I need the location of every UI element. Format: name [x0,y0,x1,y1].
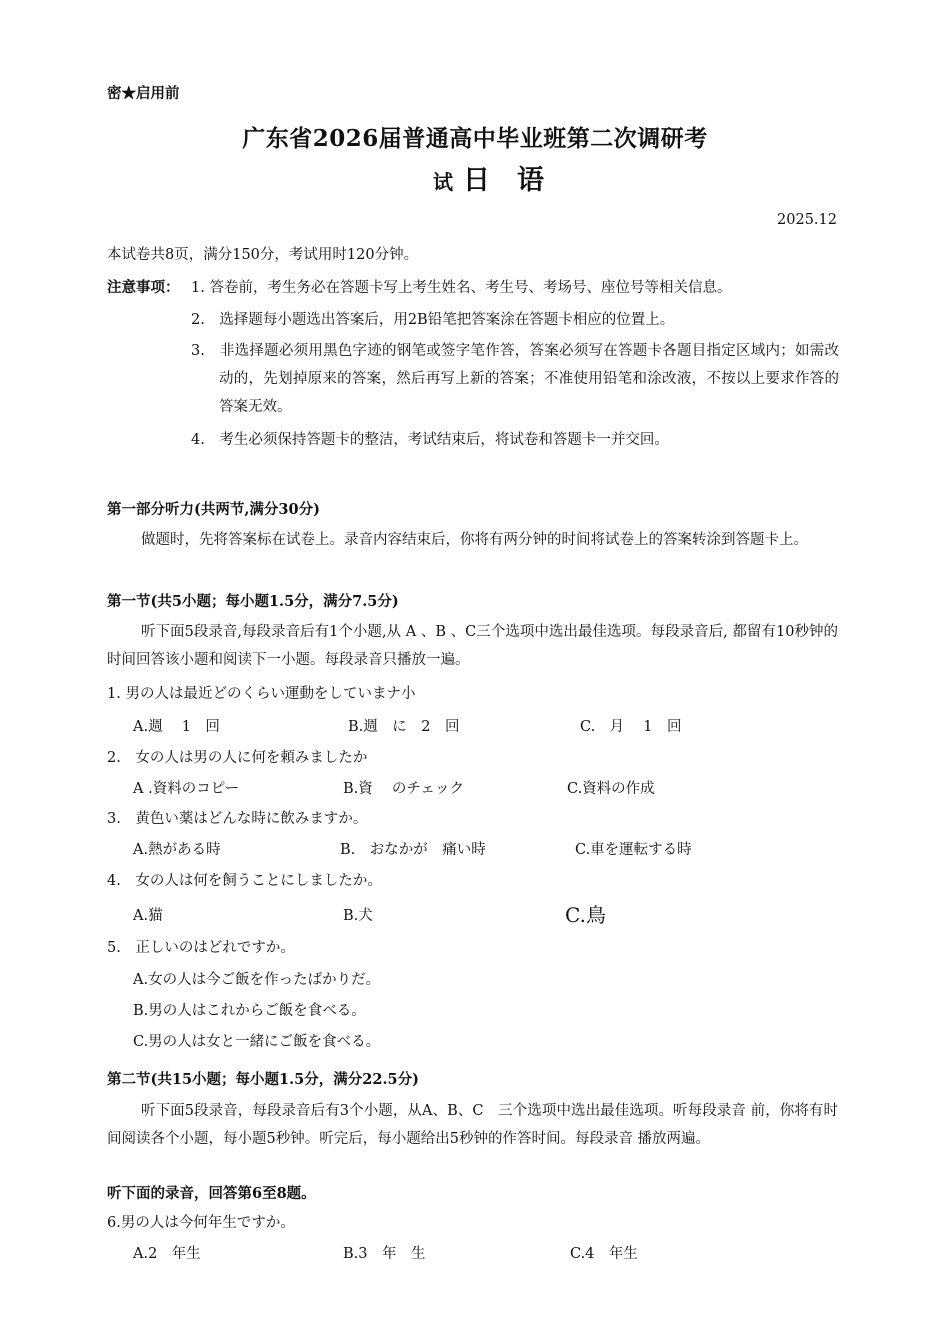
question-5-option-a: A.女の人は今ご飯を作ったばかりだ。 [133,972,381,988]
part1-instructions: 做题时，先将答案标在试卷上。录音内容结束后，你将有两分钟的时间将试卷上的答案转涂到答题卡上。 [141,532,808,548]
question-4-option-a: A.猫 [133,908,163,924]
notice-item-2: 2. 选择题每小题选出答案后，用2B铅笔把答案涂在答题卡相应的位置上。 [191,312,675,328]
question-2: 2. 女の人は男の人に何を頼みましたか [107,750,368,766]
question-4: 4. 女の人は何を飼うことにしましたか。 [107,873,382,889]
question-4-option-b: B.犬 [343,908,373,924]
question-4-option-c: C.鳥 [565,903,606,927]
section1-heading: 第一节(共5小题；每小题1.5分，满分7.5分) [107,593,399,610]
question-3-option-b: B. おなかが 痛い時 [340,842,486,858]
section2-heading: 第二节(共15小题；每小题1.5分，满分22.5分) [107,1071,419,1088]
question-3: 3. 黄色い薬はどんな時に飲みますか。 [107,811,368,827]
question-6-option-c: C.4 年生 [570,1246,638,1262]
question-2-option-a: A .資料のコピー [133,781,240,797]
notice-item-3-text: 3. 非选择题必须用黑色字迹的钢笔或签字笔作答，答案必须写在答题卡各题目指定区域内；如需改动的，先划掉原来的答案，然后再写上新的答案；不准使用铅笔和涂改液，不按以上要求作答的答案无效。 [191,343,839,415]
section2-sub-heading: 听下面的录音，回答第6至8题。 [107,1185,316,1202]
question-2-option-c: C.資料の作成 [567,781,655,797]
secret-label: 密★启用前 [107,85,180,102]
question-2-option-b: B.資 のチェック [343,781,464,797]
question-3-option-c: C.車を運転する時 [575,842,692,858]
subject-line [433,158,544,197]
notice-item-4: 4. 考生必须保持答题卡的整洁，考试结束后，将试卷和答题卡一并交回。 [191,432,669,448]
question-5-option-c: C.男の人は女と一緒にご飯を食べる。 [133,1034,381,1050]
subject-prefix: 试 [433,170,453,194]
notice-label: 注意事项： [107,279,180,296]
exam-date: 2025.12 [777,212,837,228]
section2-instructions: 听下面5段录音，每段录音后有3个小题，从A、B、C 三个选项中选出最佳选项。听每段录音 前，你将有时间阅读各个小题，每小题5秒钟。听完后，每小题给出5秒钟的作答时间。每段录音 播放两遍。 [107,1103,838,1147]
question-6-option-b: B.3 年 生 [343,1246,426,1262]
intro-text: 本试卷共8页，满分150分，考试用时120分钟。 [107,247,419,263]
notice-item-3 [191,337,839,421]
question-6-option-a: A.2 年生 [133,1246,201,1262]
question-5: 5. 正しいのはどれですか。 [107,940,295,956]
subject-title: 日 语 [463,165,544,196]
question-1-option-b: B.週 に 2 回 [348,719,460,735]
section1-instructions: 听下面5段录音,每段录音后有1个小题,从 A 、B 、C三个选项中选出最佳选项。每段录音后, 都留有10秒钟的时间回答该小题和阅读下一小题。每段录音只播放一遍。 [107,624,838,668]
exam-title: 广东省2026届普通高中毕业班第二次调研考 [242,125,708,152]
question-5-option-b: B.男の人はこれからご飯を食べる。 [133,1003,366,1019]
question-6: 6.男の人は今何年生ですか。 [107,1215,295,1231]
notice-item-1: 1. 答卷前，考生务必在答题卡写上考生姓名、考生号、考场号、座位号等相关信息。 [191,280,732,296]
question-1-option-c: C. 月 1 回 [580,719,682,735]
part1-heading: 第一部分听力(共两节,满分30分) [107,501,320,518]
question-3-option-a: A.熱がある時 [133,842,221,858]
question-1-option-a: A.週 1 回 [133,719,220,735]
question-1: 1. 男の人は最近どのくらい運動をしていまナ小 [107,686,416,702]
